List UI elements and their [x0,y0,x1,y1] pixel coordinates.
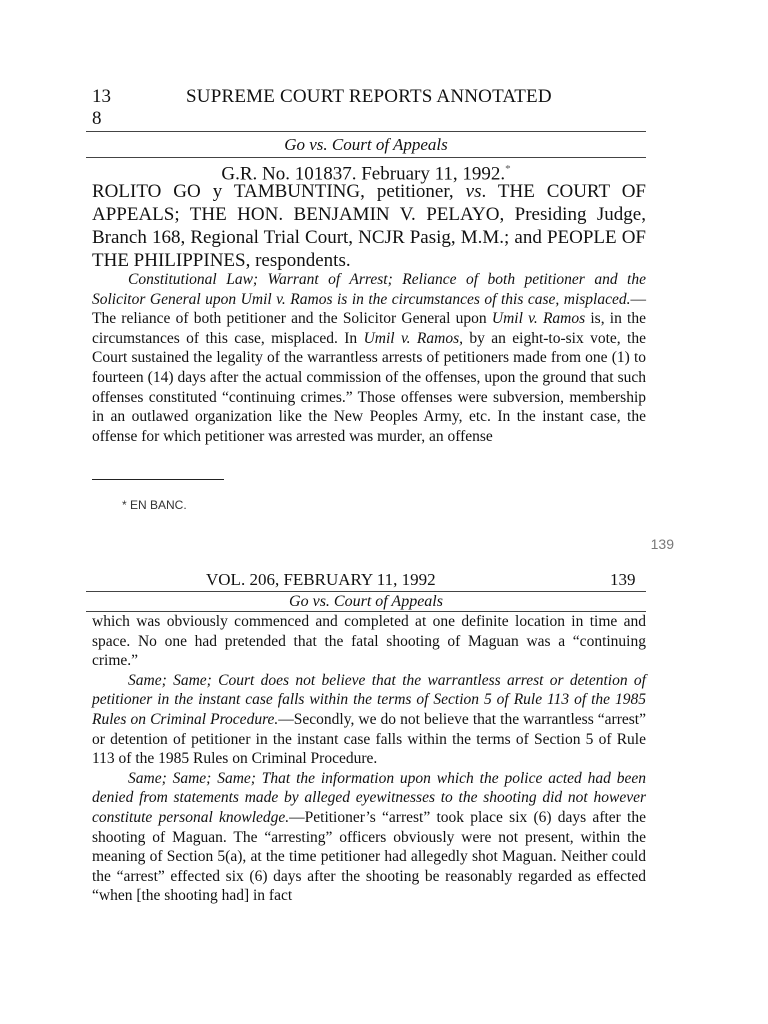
running-title: SUPREME COURT REPORTS ANNOTATED [186,86,552,107]
opinion-body [92,612,646,906]
syllabus-entry [92,769,646,906]
case-citation: Umil v. Ramos, [363,329,463,347]
page-number: 139 [610,570,636,589]
case-subtitle: Go vs. Court of Appeals [289,593,443,610]
case-number: G.R. No. 101837. February 11, 1992. [221,163,506,185]
syllabus-heading: Same; Same; Court does not believe that the warrantless arrest or detention of petitioner in the instant case falls within the terms of Section 5 of Rule 113 of the 1985 Rules on Criminal Procedure. [92,671,646,728]
case-citation: Umil v. Ramos [491,310,586,328]
page-marker: 139 [650,536,674,552]
syllabus-heading: Same; Same; Same; That the information upon which the police acted had been denied from statements made by alleged eyewitnesses to the shooting did not however constitute personal knowledge. [92,769,646,826]
footnote: * EN BANC. [122,498,187,512]
syllabus-entry [92,270,646,446]
page-number-continued: 8 [92,108,102,129]
syllabus-text: by an eight-to-six vote, the Court sustained the legality of the warrantless arrests of petitioners made from one (1) to fourteen (14) days after the actual commission of the offenses, upon the ground that such offenses constituted “continuing crimes.” Those offenses were subversion, membership in an outlawed organization like the New Peoples Army, etc. In the instant case, the offense for which petitioner was arrested was murder, an offense [92,329,646,445]
footnote-rule [92,479,224,480]
parties-vs: vs [465,181,482,202]
syllabus-entry [92,671,646,769]
parties-respondents: . THE COURT OF APPEALS; THE HON. BENJAMIN V. PELAYO, Presiding Judge, Branch 168, Regional Trial Court, NCJR Pasig, M.M.; and PEOPLE OF THE PHILIPPINES, respondents. [92,181,646,271]
footnote-marker: * [505,163,511,175]
syllabus-text: —Petitioner’s “arrest” took place six (6) days after the shooting of Maguan. The “arresting” officers obviously were not present, within the meaning of Section 5(a), at the time petitioner had allegedly shot Maguan. Neither could the “arrest” effected six (6) days after the shooting be reasonably regarded as effected “when [the shooting had] in fact [92,808,646,905]
syllabus-text: —The reliance of both petitioner and the Solicitor General upon [92,290,646,328]
syllabus-text: is, in the circumstances of this case, misplaced. In [92,310,646,347]
page-number: 13 [92,86,111,107]
parties-petitioner: ROLITO GO y TAMBUNTING, petitioner, [92,181,466,202]
volume-line: VOL. 206, FEBRUARY 11, 1992 [206,570,436,589]
syllabus-heading: Constitutional Law; Warrant of Arrest; Reliance of both petitioner and the Solicitor General upon Umil v. Ramos is in the circumstances of this case, misplaced. [92,271,646,308]
header-rule [86,131,646,132]
case-subtitle: Go vs. Court of Appeals [284,135,448,154]
continuation-paragraph: which was obviously commenced and completed at one definite location in time and space. No one had pretended that the fatal shooting of Maguan was a “continuing crime.” [92,613,646,670]
syllabus-paragraph [92,270,646,446]
case-parties [92,180,646,272]
syllabus-text: —Secondly, we do not believe that the warrantless “arrest” or detention of petitioner in the instant case falls within the terms of Section 5 of Rule 113 of the 1985 Rules on Criminal Procedure. [92,710,646,768]
